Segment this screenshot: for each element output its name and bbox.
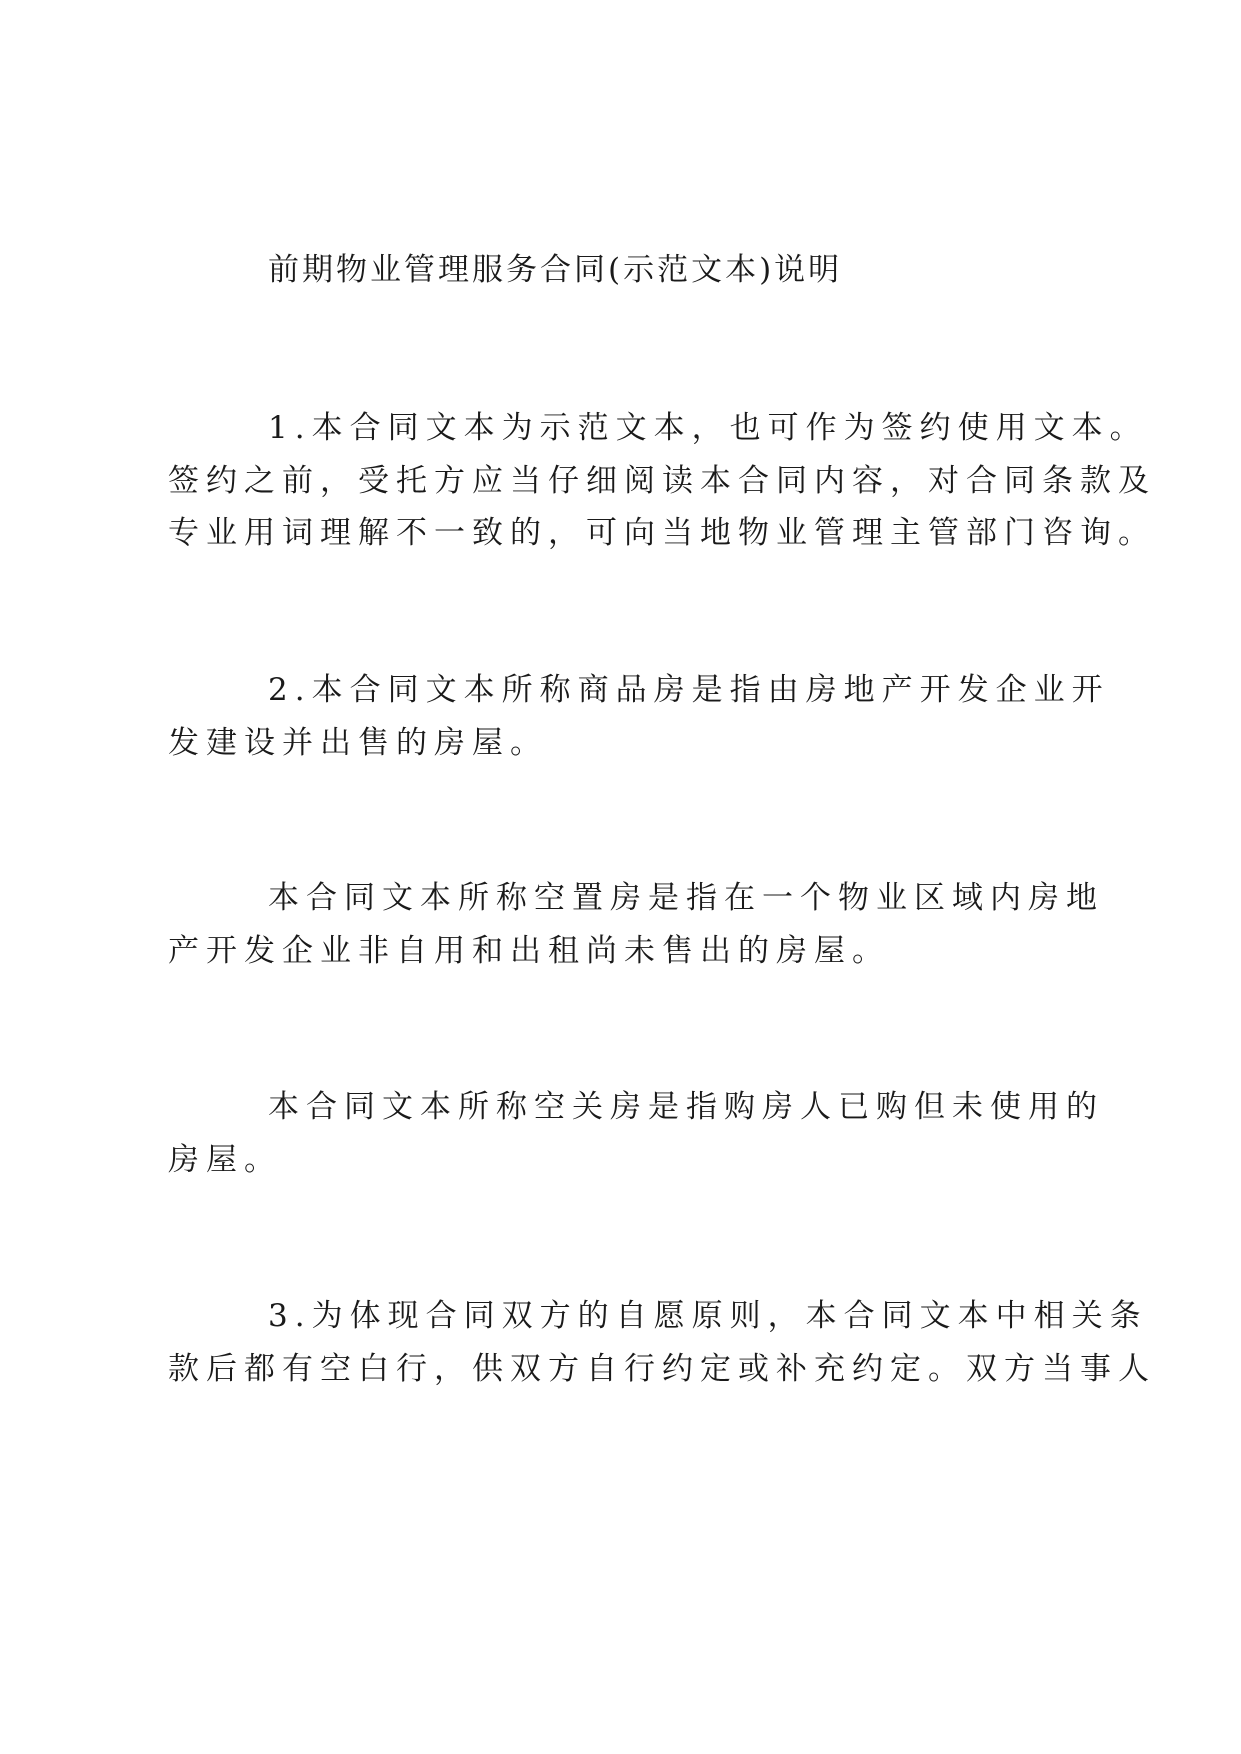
- paragraph-5-line-2: 款后都有空白行，供双方自行约定或补充约定。双方当事人: [168, 1351, 1156, 1387]
- paragraph-1-line-1: 1.本合同文本为示范文本，也可作为签约使用文本。: [268, 410, 1148, 446]
- paragraph-3-line-2: 产开发企业非自用和出租尚未售出的房屋。: [168, 933, 890, 969]
- paragraph-2-line-2: 发建设并出售的房屋。: [168, 725, 548, 761]
- paragraph-3-line-1: 本合同文本所称空置房是指在一个物业区域内房地: [268, 880, 1104, 916]
- paragraph-4-line-1: 本合同文本所称空关房是指购房人已购但未使用的: [268, 1089, 1104, 1125]
- paragraph-1-line-2: 签约之前，受托方应当仔细阅读本合同内容，对合同条款及: [168, 463, 1156, 499]
- paragraph-5-line-1: 3.为体现合同双方的自愿原则，本合同文本中相关条: [268, 1298, 1148, 1334]
- paragraph-4-line-2: 房屋。: [168, 1142, 282, 1178]
- paragraph-1-line-3: 专业用词理解不一致的，可向当地物业管理主管部门咨询。: [168, 515, 1156, 551]
- document-title: 前期物业管理服务合同(示范文本)说明: [268, 252, 843, 288]
- paragraph-2-line-1: 2.本合同文本所称商品房是指由房地产开发企业开: [268, 672, 1110, 708]
